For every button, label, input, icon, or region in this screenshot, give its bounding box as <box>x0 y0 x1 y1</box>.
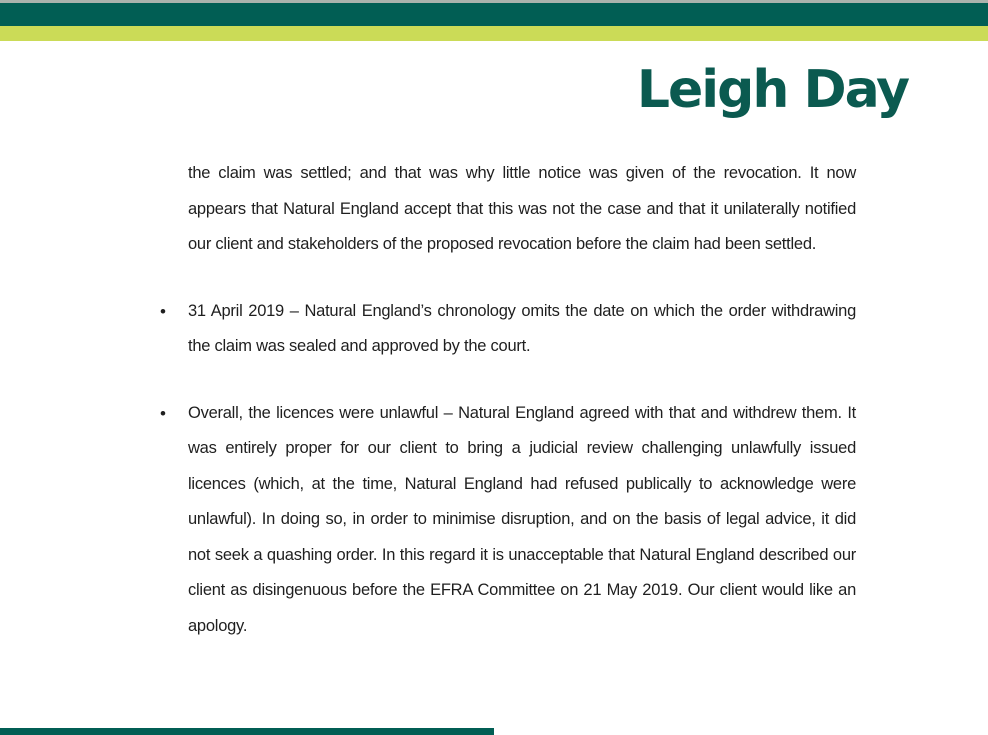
letterhead-top <box>0 0 988 41</box>
leigh-day-logo: Leigh Day <box>636 60 908 120</box>
list-item <box>160 396 856 645</box>
bullet-marker: • <box>160 403 166 423</box>
bullet-text-overall: Overall, the licences were unlawful – Natural England agreed with that and withdrew them. It was entirely proper for our client to bring a judicial review challenging unlawfully issued licences (which, at the time, Natural England had refused publically to acknowledge were unlawful). In doing so, in order to minimise disruption, and on the basis of legal advice, it did not seek a quashing order. In this regard it is unacceptable that Natural England described our client as disingenuous before the EFRA Committee on 21 May 2019. Our client would like an apology. <box>188 403 856 635</box>
bullet-marker: • <box>160 301 166 321</box>
bullet-text-chronology: 31 April 2019 – Natural England’s chronology omits the date on which the order withdrawing the claim was sealed and approved by the court. <box>188 301 856 355</box>
footer-bar-dark-green <box>0 728 494 735</box>
header-bar-lime-green <box>0 26 988 41</box>
header-bar-dark-green <box>0 3 988 26</box>
list-item <box>160 294 856 365</box>
paragraph-continuation: the claim was settled; and that was why little notice was given of the revocation. It now appears that Natural England accept that this was not the case and that it unilaterally notified our client and stakeholders of the proposed revocation before the claim had been settled. <box>188 164 856 253</box>
letter-body <box>160 156 856 675</box>
